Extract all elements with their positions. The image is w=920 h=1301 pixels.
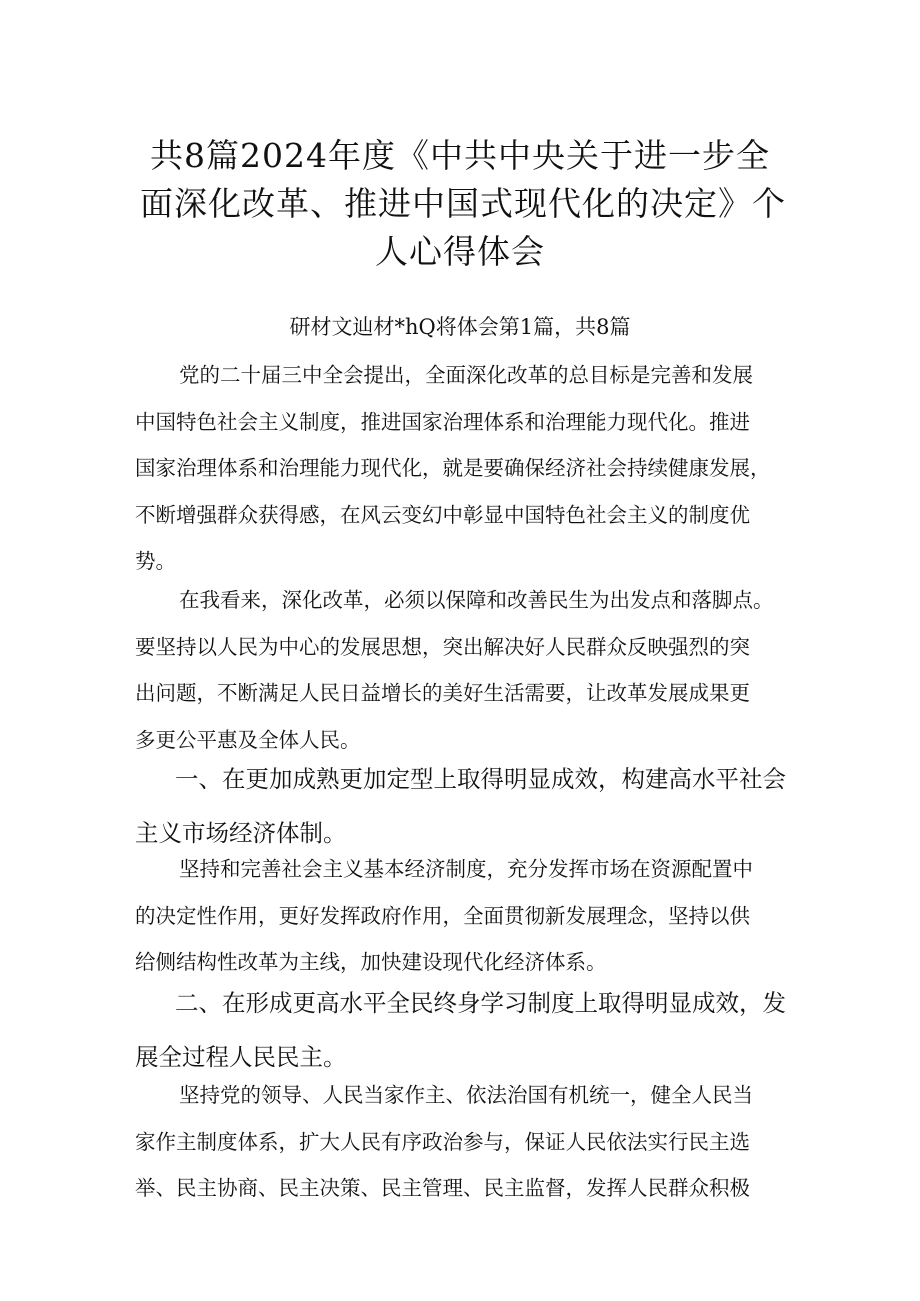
text-line: 多更公平惠及全体人民。 [135, 727, 361, 752]
text-line: 给侧结构性改革为主线，加快建设现代化经济体系。 [135, 950, 607, 974]
section-heading-2 [135, 976, 795, 1084]
title-line: 共8篇2024年度《中共中央关于进一步全 [150, 136, 770, 176]
text-line: 家作主制度体系，扩大人民有序政治参与，保证人民依法实行民主选 [135, 1129, 750, 1154]
text-line: 国家治理体系和治理能力现代化，就是要确保经济社会持续健康发展， [135, 456, 771, 480]
paragraph-2 [135, 577, 785, 763]
paragraph-4 [135, 1072, 785, 1212]
text-line: 出问题，不断满足人民日益增长的美好生活需要，让改革发展成果更 [135, 681, 750, 705]
section-heading-1 [135, 752, 795, 860]
document-subtitle: 研材文辿材*hQ将体会第1篇，共8篇 [289, 315, 631, 339]
document-title [140, 132, 786, 276]
text-line: 势。 [135, 549, 176, 573]
title-line: 人心得体会 [375, 232, 545, 272]
text-line: 举、民主协商、民主决策、民主管理、民主监督，发挥人民群众积极 [135, 1176, 750, 1200]
text-line: 不断增强群众获得感，在风云变幻中彰显中国特色社会主义的制度优 [135, 502, 750, 527]
text-line: 的决定性作用，更好发挥政府作用，全面贯彻新发展理念，坚持以供 [135, 903, 750, 928]
heading-line: 展全过程人民民主。 [135, 1043, 347, 1071]
text-line: 坚持和完善社会主义基本经济制度，充分发挥市场在资源配置中 [179, 857, 753, 881]
heading-line: 主义市场经济体制。 [135, 819, 347, 847]
text-line: 坚持党的领导、人民当家作主、依法治国有机统一，健全人民当 [179, 1083, 753, 1107]
title-line: 面深化改革、推进中国式现代化的决定》个 [140, 184, 786, 224]
heading-line: 一、在更加成熟更加定型上取得明显成效，构建高水平社会 [175, 765, 786, 793]
text-line: 中国特色社会主义制度，推进国家治理体系和治理能力现代化。推进 [135, 409, 750, 434]
paragraph-3 [135, 846, 785, 986]
text-line: 要坚持以人民为中心的发展思想，突出解决好人民群众反映强烈的突 [135, 634, 750, 659]
heading-line: 二、在形成更高水平全民终身学习制度上取得明显成效，发 [175, 989, 786, 1017]
text-line: 在我看来，深化改革，必须以保障和改善民生为出发点和落脚点。 [179, 588, 774, 612]
text-line: 党的二十届三中全会提出，全面深化改革的总目标是完善和发展 [179, 363, 753, 387]
paragraph-1 [135, 352, 785, 585]
